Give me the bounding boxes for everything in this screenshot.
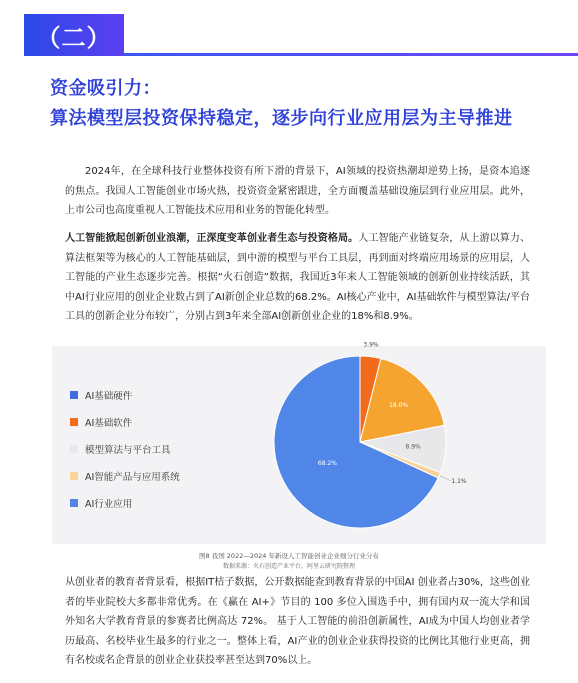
pie-label-1: 18.0% xyxy=(389,402,409,410)
section-number-tab: （二） xyxy=(24,14,124,56)
figure-caption: 图8 我国 2022—2024 年新设人工智能创业企业细分行业分布 xyxy=(199,552,379,560)
pie-label-3: 1.1% xyxy=(451,477,467,485)
paragraph-founders: 从创业者的教育者背景看，根据IT桔子数据，公开数据能查到教育背景的中国AI 创业者占30%，这些创业者的毕业院校大多都非常优秀。在《赢在 AI+》节目的 100 多位入围选手中，拥有国内双一流大学和国外知名大学教育背景的参赛者比例高达 72%。 基于人工智能的前沿创新属性，AI成为中国人均创业者学历最高、名校毕业生最多的行业之一。整体上看，AI产业的创业企业获得投资的比例比其他行业更高，拥有名校或名企背景的创业企业获投率甚至达到70%以上。 xyxy=(65,577,530,666)
legend-label-products: AI智能产品与应用系统 xyxy=(85,472,180,483)
pie-label-2: 8.9% xyxy=(405,443,421,451)
paragraph-ecosystem xyxy=(65,229,530,327)
legend-label-hardware: AI基础硬件 xyxy=(85,391,133,402)
header-rule xyxy=(124,53,578,56)
paragraph-ecosystem-lead: 人工智能掀起创新创业浪潮，正深度变革创业者生态与投资格局。 xyxy=(65,233,359,244)
pie-leader-line-3 xyxy=(440,476,451,481)
paragraph-ecosystem-body: 人工智能产业链复杂，从上游以算力、算法框架等为核心的人工智能基础层，到中游的模型与平台工具层，再到面对终端应用场景的应用层，人工智能的产业生态逐步完善。根据“火石创造”数据，我国近3年来人工智能领域的创新创业持续活跃，其中AI行业应用的创业企业数占到了AI新创企业总数的68.2%。AI核心产业中，AI基础软件与模型算法/平台工具的创新企业分布较广，分别占到3年来全部AI创新创业企业的18%和8.9%。 xyxy=(65,233,531,322)
section-heading-line1: 资金吸引力： xyxy=(50,78,161,99)
pie-label-0: 3.9% xyxy=(363,341,379,349)
legend-label-applications: AI行业应用 xyxy=(85,499,133,510)
figure-source: 数据来源：火石创造产业平台，阿里云研究院整理 xyxy=(222,563,355,570)
legend-label-models: 模型算法与平台工具 xyxy=(85,445,171,456)
pie-slices xyxy=(274,356,446,528)
legend-label-software: AI基础软件 xyxy=(85,418,133,429)
pie-chart xyxy=(52,341,546,544)
paragraph-intro: 2024年，在全球科技行业整体投资有所下滑的背景下，AI领域的投资热潮却逆势上扬，是资本追逐的焦点。我国人工智能创业市场火热，投资资金紧密跟进，全方面覆盖基础设施层到行业应用层。此外，上市公司也高度重视人工智能技术应用和业务的智能化转型。 xyxy=(65,166,530,216)
section-heading-line2: 算法模型层投资保持稳定，逐步向行业应用层为主导推进 xyxy=(50,108,513,129)
pie-label-4: 68.2% xyxy=(317,459,337,467)
